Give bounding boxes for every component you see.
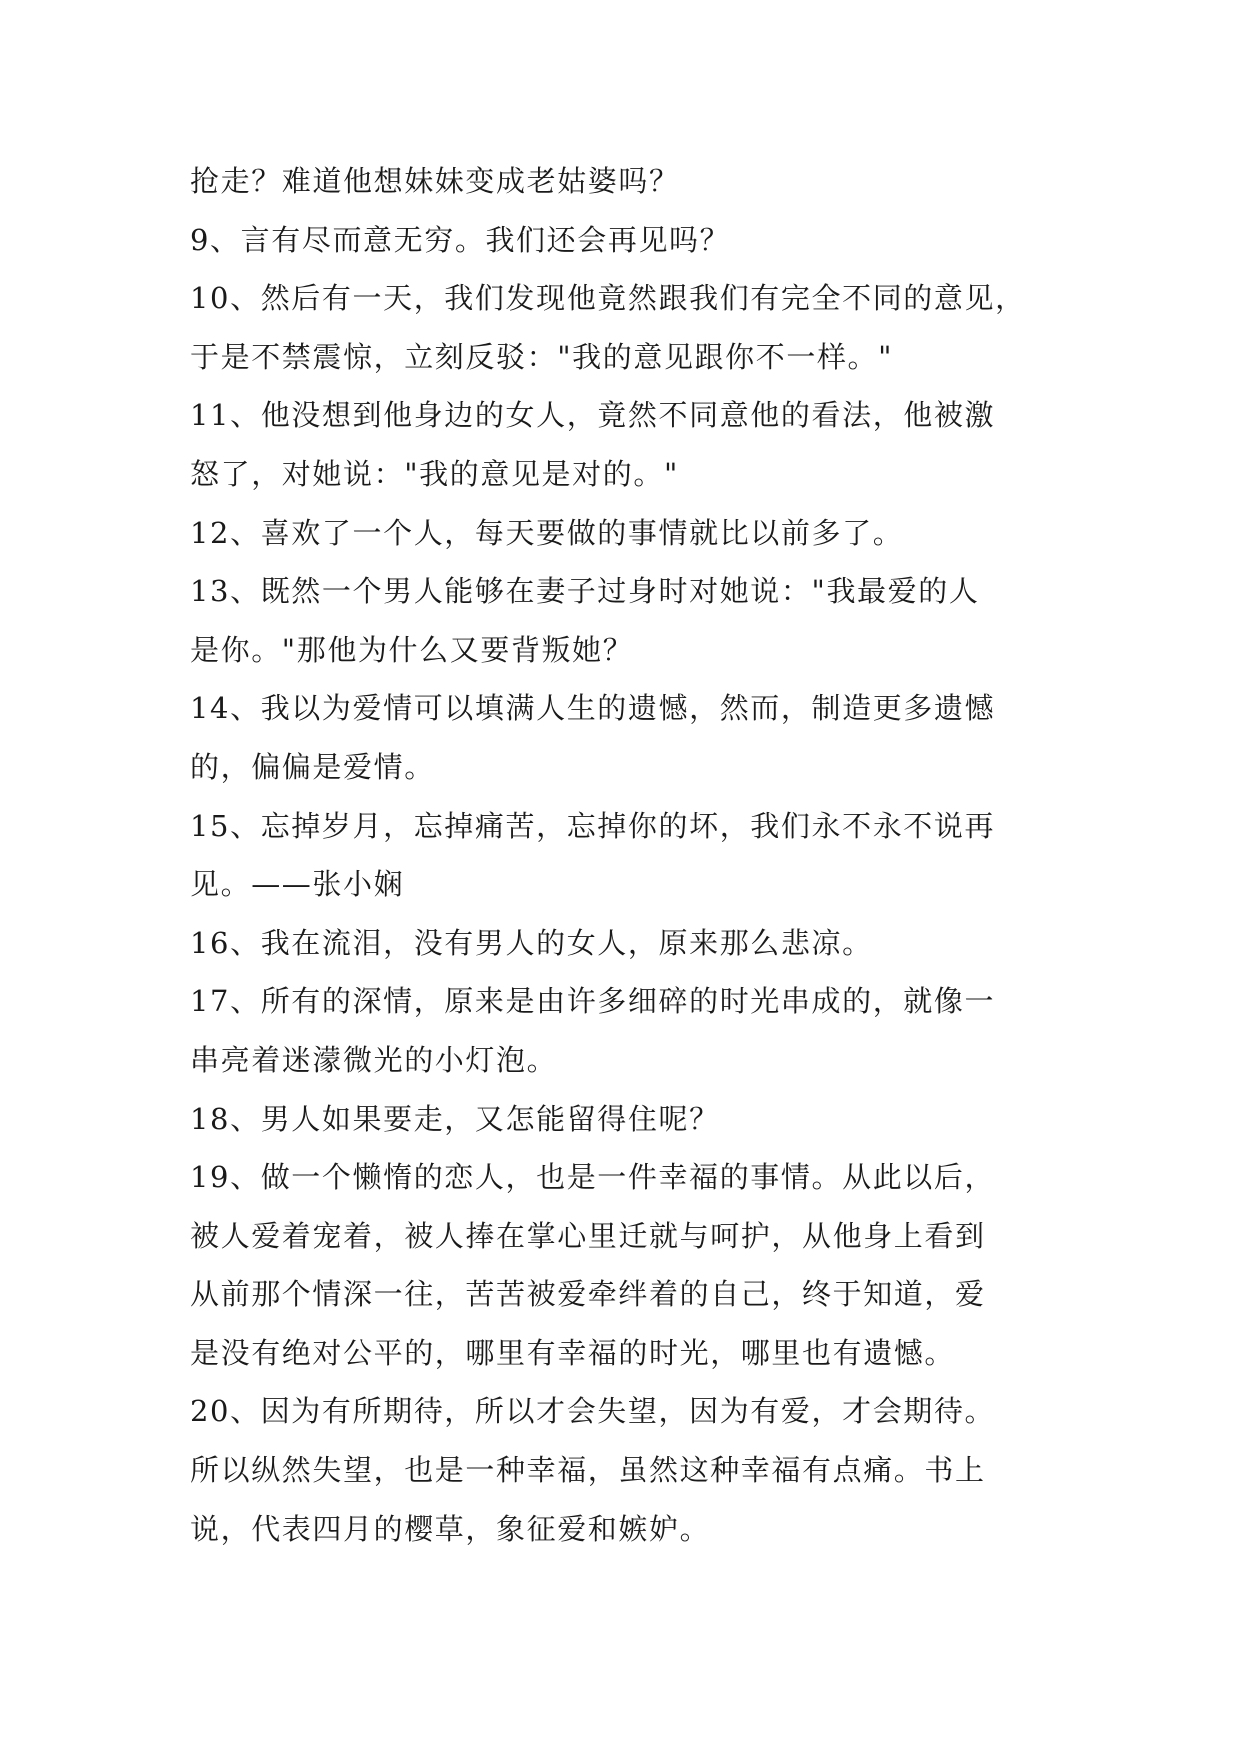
text-line: 16、我在流泪，没有男人的女人，原来那么悲凉。 xyxy=(190,925,873,960)
text-line: 9、言有尽而意无穷。我们还会再见吗？ xyxy=(190,222,731,257)
text-line: 20、因为有所期待，所以才会失望，因为有爱，才会期待。 xyxy=(190,1394,996,1429)
text-line: 于是不禁震惊，立刻反驳："我的意见跟你不一样。" xyxy=(190,339,894,374)
text-line: 18、男人如果要走，又怎能留得住呢？ xyxy=(190,1101,720,1136)
text-line: 串亮着迷濛微光的小灯泡。 xyxy=(190,1042,558,1077)
text-line: 从前那个情深一往，苦苦被爱牵绊着的自己，终于知道，爱 xyxy=(190,1277,986,1312)
text-line: 的，偏偏是爱情。 xyxy=(190,749,435,784)
text-line: 12、喜欢了一个人，每天要做的事情就比以前多了。 xyxy=(190,515,904,550)
text-line: 19、做一个懒惰的恋人，也是一件幸福的事情。从此以后， xyxy=(190,1160,996,1195)
text-line: 所以纵然失望，也是一种幸福，虽然这种幸福有点痛。书上 xyxy=(190,1453,986,1488)
text-line: 15、忘掉岁月，忘掉痛苦，忘掉你的坏，我们永不永不说再 xyxy=(190,808,996,843)
text-line: 说，代表四月的樱草，象征爱和嫉妒。 xyxy=(190,1511,711,1546)
text-line: 14、我以为爱情可以填满人生的遗憾，然而，制造更多遗憾 xyxy=(190,691,996,726)
text-line: 13、既然一个男人能够在妻子过身时对她说："我最爱的人 xyxy=(190,574,980,609)
text-line: 被人爱着宠着，被人捧在掌心里迁就与呵护，从他身上看到 xyxy=(190,1218,986,1253)
text-line: 17、所有的深情，原来是由许多细碎的时光串成的，就像一 xyxy=(190,984,996,1019)
text-line: 10、然后有一天，我们发现他竟然跟我们有完全不同的意见， xyxy=(190,281,1026,316)
text-line: 抢走？难道他想妹妹变成老姑婆吗？ xyxy=(190,164,680,198)
text-line: 11、他没想到他身边的女人，竟然不同意他的看法，他被激 xyxy=(190,398,996,433)
document-body xyxy=(190,152,1090,1558)
text-line: 怒了，对她说："我的意见是对的。" xyxy=(190,456,679,491)
text-line: 是没有绝对公平的，哪里有幸福的时光，哪里也有遗憾。 xyxy=(190,1335,956,1370)
text-line: 见。——张小娴 xyxy=(190,867,405,902)
text-line: 是你。"那他为什么又要背叛她？ xyxy=(190,632,634,667)
